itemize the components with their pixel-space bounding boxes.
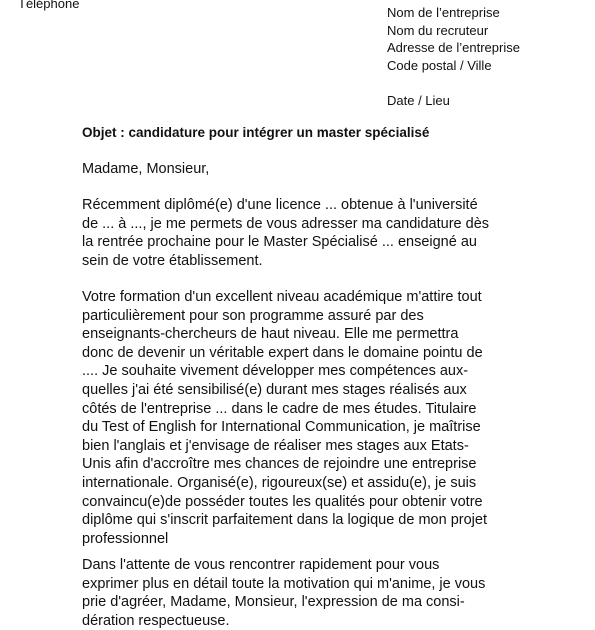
text-line: dération respectueuse. bbox=[82, 612, 230, 629]
text-line: bien l'anglais et j'envisage de réaliser mes stages aux Etats- bbox=[82, 437, 469, 454]
text-line: quelles j'ai été sensibilisé(e) durant mes stages réalisés aux bbox=[82, 381, 467, 398]
text-line: convaincu(e)de posséder toutes les qualités pour obtenir votre bbox=[82, 493, 483, 510]
text-line: diplôme qui s'inscrit parfaitement dans la logique de mon projet bbox=[82, 512, 487, 529]
recipient-company-address: Adresse de l’entreprise bbox=[387, 40, 520, 56]
text-line: Récemment diplômé(e) d'une licence ... obtenue à l'université bbox=[82, 197, 478, 213]
text-line: Unis afin d'accroître mes chances de rejoindre une entreprise bbox=[82, 456, 477, 473]
text-line: côtés de l'entreprise ... dans le cadre de mes études. Titulaire bbox=[82, 400, 477, 417]
sender-phone: Téléphone bbox=[18, 0, 80, 11]
text-line: particulièrement pour son programme assuré par des bbox=[82, 307, 424, 324]
text-line: du Test of English for International Communication, je maîtrise bbox=[82, 419, 481, 436]
paragraph-intro bbox=[82, 196, 512, 270]
text-line: internationale. Organisé(e), rigoureux(se) et assidu(e), je suis bbox=[82, 474, 477, 491]
paragraph-motivation bbox=[82, 288, 512, 548]
text-line: enseignants-chercheurs de haut niveau. Elle me permettra bbox=[82, 326, 459, 343]
recipient-postal-city: Code postal / Ville bbox=[387, 58, 492, 74]
recipient-company-name: Nom de l’entreprise bbox=[387, 5, 500, 20]
letter-subject: Objet : candidature pour intégrer un master spécialisé bbox=[82, 125, 430, 140]
recipient-block bbox=[387, 4, 520, 75]
sender-block bbox=[18, 0, 79, 12]
text-line: donc de devenir un véritable expert dans le domaine pointu de bbox=[82, 344, 483, 361]
text-line: Dans l'attente de vous rencontrer rapidement pour vous bbox=[82, 557, 440, 573]
date-place: Date / Lieu bbox=[387, 93, 450, 108]
text-line: la rentrée prochaine pour le Master Spécialisé ... enseigné au bbox=[82, 234, 477, 251]
paragraph-closing bbox=[82, 556, 512, 630]
text-line: Votre formation d'un excellent niveau académique m'attire tout bbox=[82, 289, 482, 305]
salutation: Madame, Monsieur, bbox=[82, 161, 210, 177]
recipient-recruiter-name: Nom du recruteur bbox=[387, 22, 489, 38]
text-line: sein de votre établissement. bbox=[82, 252, 263, 269]
text-line: exprimer plus en détail toute la motivation qui m'anime, je vous bbox=[82, 575, 486, 592]
text-line: .... Je souhaite vivement développer mes compétences aux- bbox=[82, 363, 469, 380]
text-line: de ... à ..., je me permets de vous adresser ma candidature dès bbox=[82, 215, 490, 232]
text-line: professionnel bbox=[82, 530, 169, 547]
text-line: prie d'agréer, Madame, Monsieur, l'expression de ma consi- bbox=[82, 594, 465, 611]
